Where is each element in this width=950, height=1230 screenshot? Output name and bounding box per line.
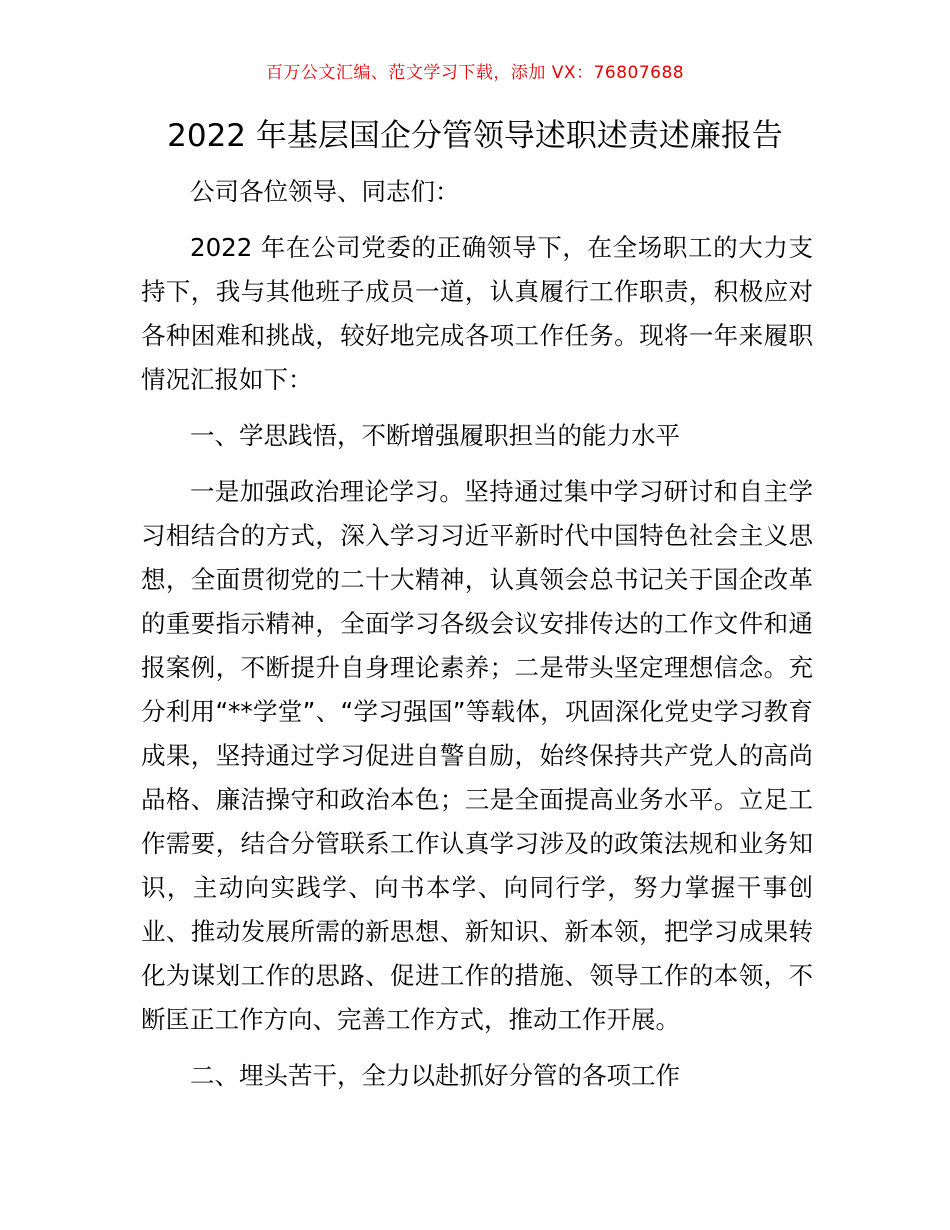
intro-paragraph: 2022 年在公司党委的正确领导下，在全场职工的大力支持下，我与其他班子成员一道，认真履行工作职责，积极应对各种困难和挑战，较好地完成各项工作任务。现将一年来履职情况汇报如下： (141, 233, 813, 394)
section-body-1: 一是加强政治理论学习。坚持通过集中学习研讨和自主学习相结合的方式，深入学习习近平新时代中国特色社会主义思想，全面贯彻党的二十大精神，认真领会总书记关于国企改革的重要指示精神，全面学习各级会议安排传达的工作文件和通报案例，不断提升自身理论素养；二是带头坚定理想信念。充分利用“**学堂”、“学习强国”等载体，巩固深化党史学习教育成果，坚持通过学习促进自警自励，始终保持共产党人的高尚品格、廉洁操守和政治本色；三是全面提高业务水平。立足工作需要，结合分管联系工作认真学习涉及的政策法规和业务知识，主动向实践学、向书本学、向同行学，努力掌握干事创业、推动发展所需的新思想、新知识、新本领，把学习成果转化为谋划工作的思路、促进工作的措施、领导工作的本领，不断匡正工作方向、完善工作方式，推动工作开展。 (141, 477, 813, 1034)
salutation: 公司各位领导、同志们： (190, 177, 460, 206)
section-heading-2: 二、埋头苦干，全力以赴抓好分管的各项工作 (190, 1061, 680, 1090)
document-title: 2022 年基层国企分管领导述职述责述廉报告 (167, 118, 783, 154)
document-body (141, 170, 813, 1110)
section-heading-1: 一、学思践悟，不断增强履职担当的能力水平 (190, 421, 680, 450)
header-note: 百万公文汇编、范文学习下载，添加 VX：76807688 (265, 63, 685, 83)
